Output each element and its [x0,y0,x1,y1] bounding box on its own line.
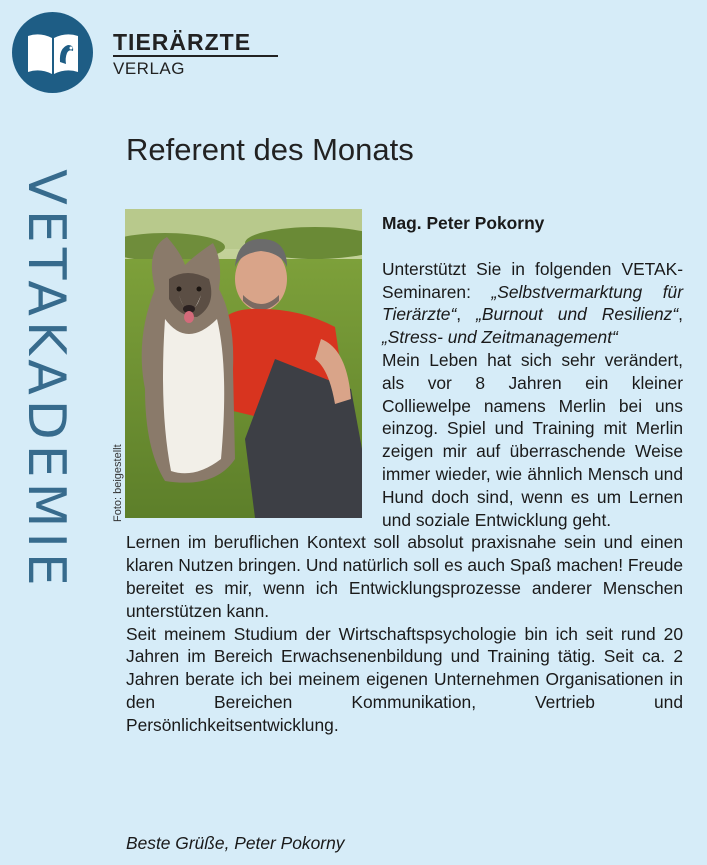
publisher-brand [113,30,278,79]
publisher-logo [12,12,93,93]
book-logo-icon [12,12,93,93]
signoff: Beste Grüße, Peter Pokorny [126,833,345,853]
paragraph-1: Mein Leben hat sich sehr verändert, als vor 8 Jahren ein kleiner Colliewelpe namens Merlin bei uns einzog. Spiel und Training mit Merlin zeigen mir auf überraschende Weise immer wieder, wie ähnlich Mensch und Hund doch sind, wenn es um Lernen und soziale Entwicklung geht. [382,349,683,530]
photo-credit: Foto: beigestellt [112,444,124,522]
paragraph-3: Seit meinem Studium der Wirtschaftspsychologie bin ich seit rund 20 Jahren im Bereich Erwachsenenbildung und Training tätig. Seit ca. 2 Jahren berate ich bei meinem eigenen Unternehmen Organisationen in den Bereichen Kommunikation, Vertrieb und Persönlichkeitsentwicklung. [126,623,683,735]
article-body [126,212,683,737]
paragraph-2: Lernen im beruflichen Kontext soll absolut praxisnahe sein und einen klaren Nutzen bringen. Und natürlich soll es auch Spaß machen! Freude bereitet es mir, wenn ich Entwicklungsprozesse anderer Menschen unterstützen kann. [126,532,683,621]
vertical-section-label: VETAKADEMIE [16,169,76,591]
seminar-title-2: „Burnout und Resilienz“ [476,304,679,325]
speaker-name: Mag. Peter Pokorny [382,213,545,233]
seminar-intro: Unterstützt Sie in folgenden VETAK- Seminaren: „Selbstvermarktung für Tierärzte“, „Burnout und Resilienz“, „Stress- und Zeitmanagement“ [382,258,684,348]
brand-name: TIERÄRZTE [113,30,278,57]
brand-subtitle: VERLAG [113,59,185,78]
page-title: Referent des Monats [126,131,414,167]
seminar-title-1: „Selbstvermarktung für Tierärzte“ [382,281,684,325]
seminar-title-3: „Stress- und Zeitmanagement“ [382,327,618,348]
